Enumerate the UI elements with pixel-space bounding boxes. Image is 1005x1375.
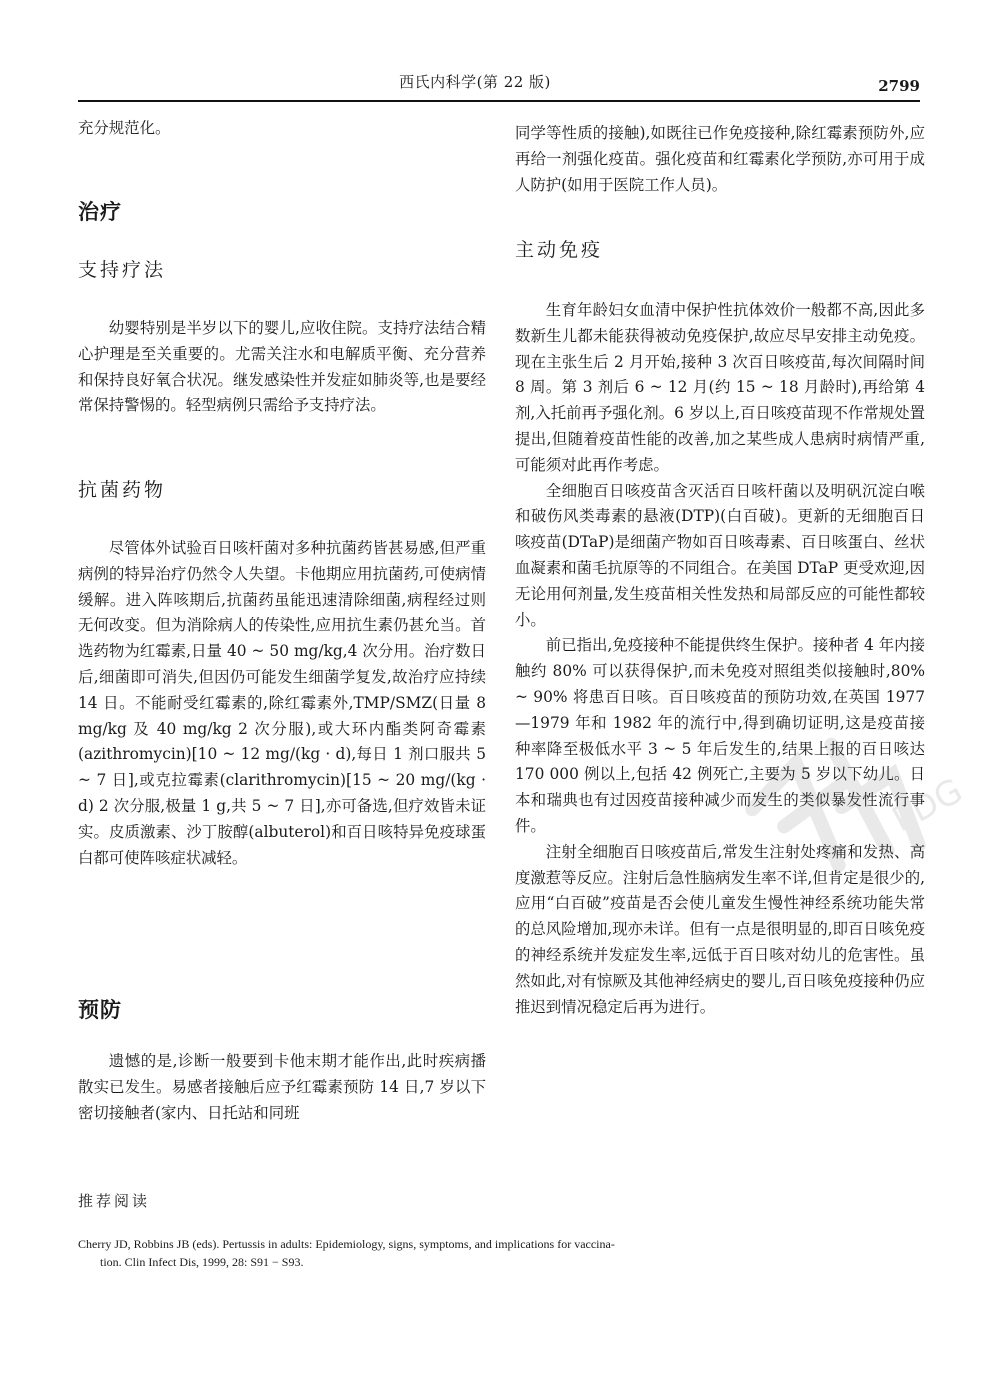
supportive-paragraph: 幼婴特别是半岁以下的婴儿,应收住院。支持疗法结合精心护理是至关重要的。尤需关注水和电解质平衡、充分营养和保持良好氧合状况。继发感染性并发症如肺炎等,也是要经常保持警惕的。轻型病例只需给予支持疗法。	[78, 319, 486, 415]
running-header-title: 西氏内科学(第 22 版)	[399, 73, 551, 91]
antibiotic-section	[78, 536, 486, 871]
reference-line-2: tion. Clin Infect Dis, 1999, 28: S91 − S93.	[100, 1255, 304, 1269]
antibiotic-paragraph: 尽管体外试验百日咳杆菌对多种抗菌药皆甚易感,但严重病例的特异治疗仍然令人失望。卡他期应用抗菌药,可使病情缓解。进入阵咳期后,抗菌药虽能迅速清除细菌,病程经过则无何改变。但为消除病人的传染性,应用抗生素仍甚允当。首选药物为红霉素,日量 40 ~ 50 mg/kg,4 次分用。治疗数日后,细菌即可消失,但因仍可能发生细菌学复发,故治疗应持续 14 日。不能耐受红霉素的,除红霉素外,TMP/SMZ(日量 8 mg/kg 及 40 mg/kg 2 次分服),或大环内酯类阿奇霉素(azithromycin)[10 ~ 12 mg/(kg · d),每日 1 剂口服共 5 ~ 7 日],或克拉霉素(clarithromycin)[15 ~ 20 mg/(kg · d) 2 次分服,极量 1 g,共 5 ~ 7 日],亦可备选,但疗效皆未证实。皮质激素、沙丁胺醇(albuterol)和百日咳特异免疫球蛋白都可使阵咳症状减轻。	[78, 539, 486, 867]
active-immunization-section	[515, 298, 925, 1020]
right-continuation	[515, 121, 925, 198]
body-paragraph: 前已指出,免疫接种不能提供终生保护。接种者 4 年内接触约 80% 可以获得保护,而未免疫对照组类似接触时,80% ~ 90% 将患百日咳。百日咳疫苗的预防功效,在英国 1977—1979 年和 1982 年的流行中,得到确切证明,这是疫苗接种率降至极低水平 3 ~ 5 年后发生的,结果上报的百日咳达 170 000 例以上,包括 42 例死亡,主要为 5 岁以下幼儿。日本和瑞典也有过因疫苗接种减少而发生的类似暴发性流行事件。	[515, 636, 925, 835]
body-paragraph: 生育年龄妇女血清中保护性抗体效价一般都不高,因此多数新生儿都未能获得被动免疫保护,故应尽早安排主动免疫。现在主张生后 2 月开始,接种 3 次百日咳疫苗,每次间隔时间 8 周。第 3 剂后 6 ~ 12 月(约 15 ~ 18 月龄时),再给第 4 剂,入托前再予强化剂。6 岁以上,百日咳疫苗现不作常规处置提出,但随着疫苗性能的改善,加之某些成人患病时病情严重,可能须对此再作考虑。	[515, 301, 925, 474]
body-paragraph: 注射全细胞百日咳疫苗后,常发生注射处疼痛和发热、高度激惹等反应。注射后急性脑病发生率不详,但肯定是很少的,应用“白百破”疫苗是否会使儿童发生慢性神经系统功能失常的总风险增加,现亦未详。但有一点是很明显的,即百日咳免疫的神经系统并发症发生率,远低于百日咳对幼儿的危害性。虽然如此,对有惊厥及其他神经病史的婴儿,百日咳免疫接种仍应推迟到情况稳定后再为进行。	[515, 842, 925, 1016]
supportive-section	[78, 316, 486, 419]
reference-line-1: Cherry JD, Robbins JB (eds). Pertussis in adults: Epidemiology, signs, symptoms, and implications for vaccina-	[78, 1237, 615, 1251]
active-immunization-heading: 主动免疫	[515, 239, 604, 261]
antibiotic-heading: 抗菌药物	[78, 479, 167, 501]
recommended-reading-heading: 推荐阅读	[78, 1192, 151, 1210]
watermark-text: PDG	[885, 770, 970, 841]
treatment-heading: 治疗	[78, 199, 122, 224]
reference-entry	[78, 1235, 778, 1271]
prevention-heading: 预防	[78, 997, 122, 1022]
prevention-paragraph: 遗憾的是,诊断一般要到卡他末期才能作出,此时疾病播散实已发生。易感者接触后应予红霉素预防 14 日,7 岁以下密切接触者(家内、日托站和同班	[78, 1052, 486, 1122]
header-rule	[78, 100, 920, 102]
body-paragraph: 全细胞百日咳疫苗含灭活百日咳杆菌以及明矾沉淀白喉和破伤风类毒素的悬液(DTP)(白百破)。更新的无细胞百日咳疫苗(DTaP)是细菌产物如百日咳毒素、百日咳蛋白、丝状血凝素和菌毛抗原等的不同组合。在美国 DTaP 更受欢迎,因无论用何剂量,发生疫苗相关性发热和局部反应的可能性都较小。	[515, 481, 925, 629]
left-continuation	[78, 116, 486, 142]
supportive-therapy-heading: 支持疗法	[78, 259, 167, 281]
left-continuation-text: 充分规范化。	[78, 119, 171, 137]
page-number: 2799	[878, 77, 920, 95]
right-continuation-text: 同学等性质的接触),如既往已作免疫接种,除红霉素预防外,应再给一剂强化疫苗。强化疫苗和红霉素化学预防,亦可用于成人防护(如用于医院工作人员)。	[515, 124, 925, 194]
prevention-section	[78, 1049, 486, 1126]
